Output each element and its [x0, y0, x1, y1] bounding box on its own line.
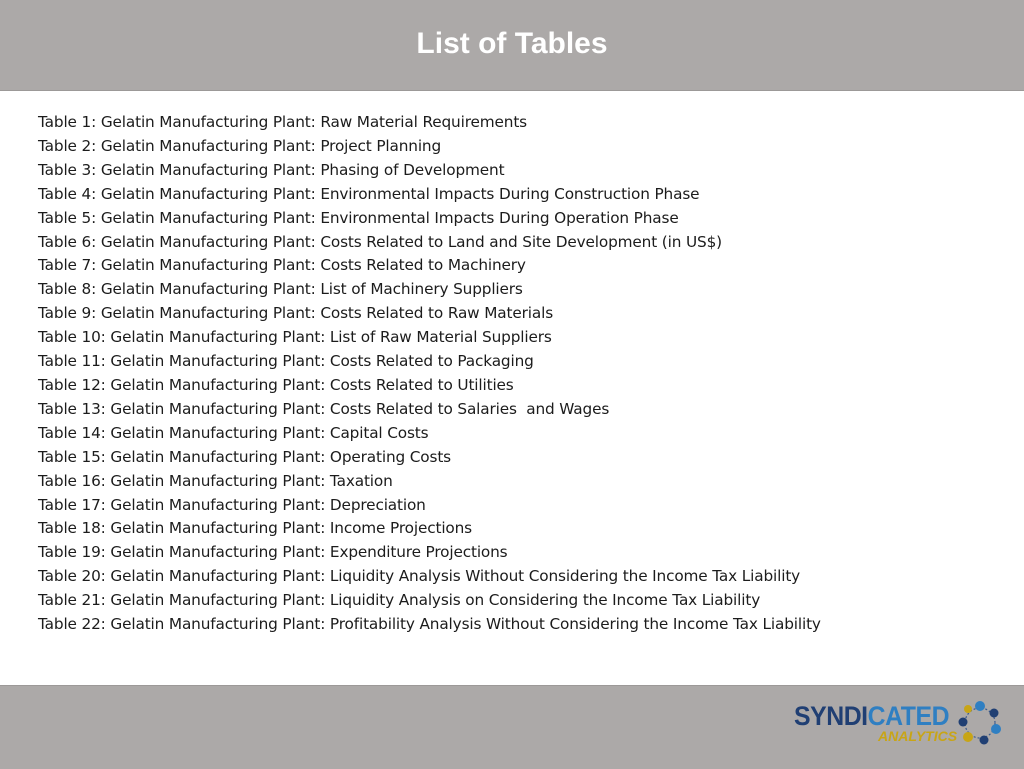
list-item: Table 13: Gelatin Manufacturing Plant: Costs Related to Salaries and Wages: [38, 399, 610, 418]
list-item: Table 2: Gelatin Manufacturing Plant: Project Planning: [38, 136, 442, 155]
brand-logo: [794, 700, 1004, 750]
list-item: Table 5: Gelatin Manufacturing Plant: Environmental Impacts During Operation Phase: [38, 208, 679, 227]
list-item: Table 12: Gelatin Manufacturing Plant: Costs Related to Utilities: [38, 375, 514, 394]
list-item: Table 20: Gelatin Manufacturing Plant: Liquidity Analysis Without Considering the Income Tax Liability: [38, 567, 801, 586]
logo-word-part1: SYNDI: [794, 701, 868, 731]
logo-word-part2: CATED: [867, 701, 950, 731]
table-list: [38, 111, 998, 637]
list-item: Table 11: Gelatin Manufacturing Plant: Costs Related to Packaging: [38, 352, 534, 371]
list-item: Table 19: Gelatin Manufacturing Plant: Expenditure Projections: [38, 543, 508, 562]
list-item: Table 7: Gelatin Manufacturing Plant: Costs Related to Machinery: [38, 256, 526, 275]
list-item: Table 10: Gelatin Manufacturing Plant: List of Raw Material Suppliers: [38, 328, 552, 347]
page-title: List of Tables: [416, 27, 608, 60]
list-item: Table 16: Gelatin Manufacturing Plant: Taxation: [38, 471, 393, 490]
logo-subtitle: ANALYTICS: [878, 728, 958, 744]
list-item: Table 3: Gelatin Manufacturing Plant: Phasing of Development: [38, 160, 505, 179]
list-item: Table 6: Gelatin Manufacturing Plant: Costs Related to Land and Site Development (in US$): [38, 232, 722, 251]
list-item: Table 15: Gelatin Manufacturing Plant: Operating Costs: [38, 447, 451, 466]
list-item: Table 1: Gelatin Manufacturing Plant: Raw Material Requirements: [38, 113, 527, 131]
syndicated-analytics-ring-icon: [957, 700, 1003, 746]
list-item: Table 17: Gelatin Manufacturing Plant: Depreciation: [38, 495, 426, 514]
list-item: Table 21: Gelatin Manufacturing Plant: Liquidity Analysis on Considering the Income Tax Liability: [38, 591, 761, 610]
list-item: Table 22: Gelatin Manufacturing Plant: Profitability Analysis Without Considering the Income Tax Liability: [38, 615, 821, 634]
list-item: Table 9: Gelatin Manufacturing Plant: Costs Related to Raw Materials: [38, 304, 554, 323]
list-item: Table 18: Gelatin Manufacturing Plant: Income Projections: [38, 519, 472, 538]
list-item: Table 4: Gelatin Manufacturing Plant: Environmental Impacts During Construction Phase: [38, 184, 700, 203]
header-bar: [0, 0, 1024, 91]
list-item: Table 14: Gelatin Manufacturing Plant: Capital Costs: [38, 423, 429, 442]
list-item: Table 8: Gelatin Manufacturing Plant: List of Machinery Suppliers: [38, 280, 523, 299]
